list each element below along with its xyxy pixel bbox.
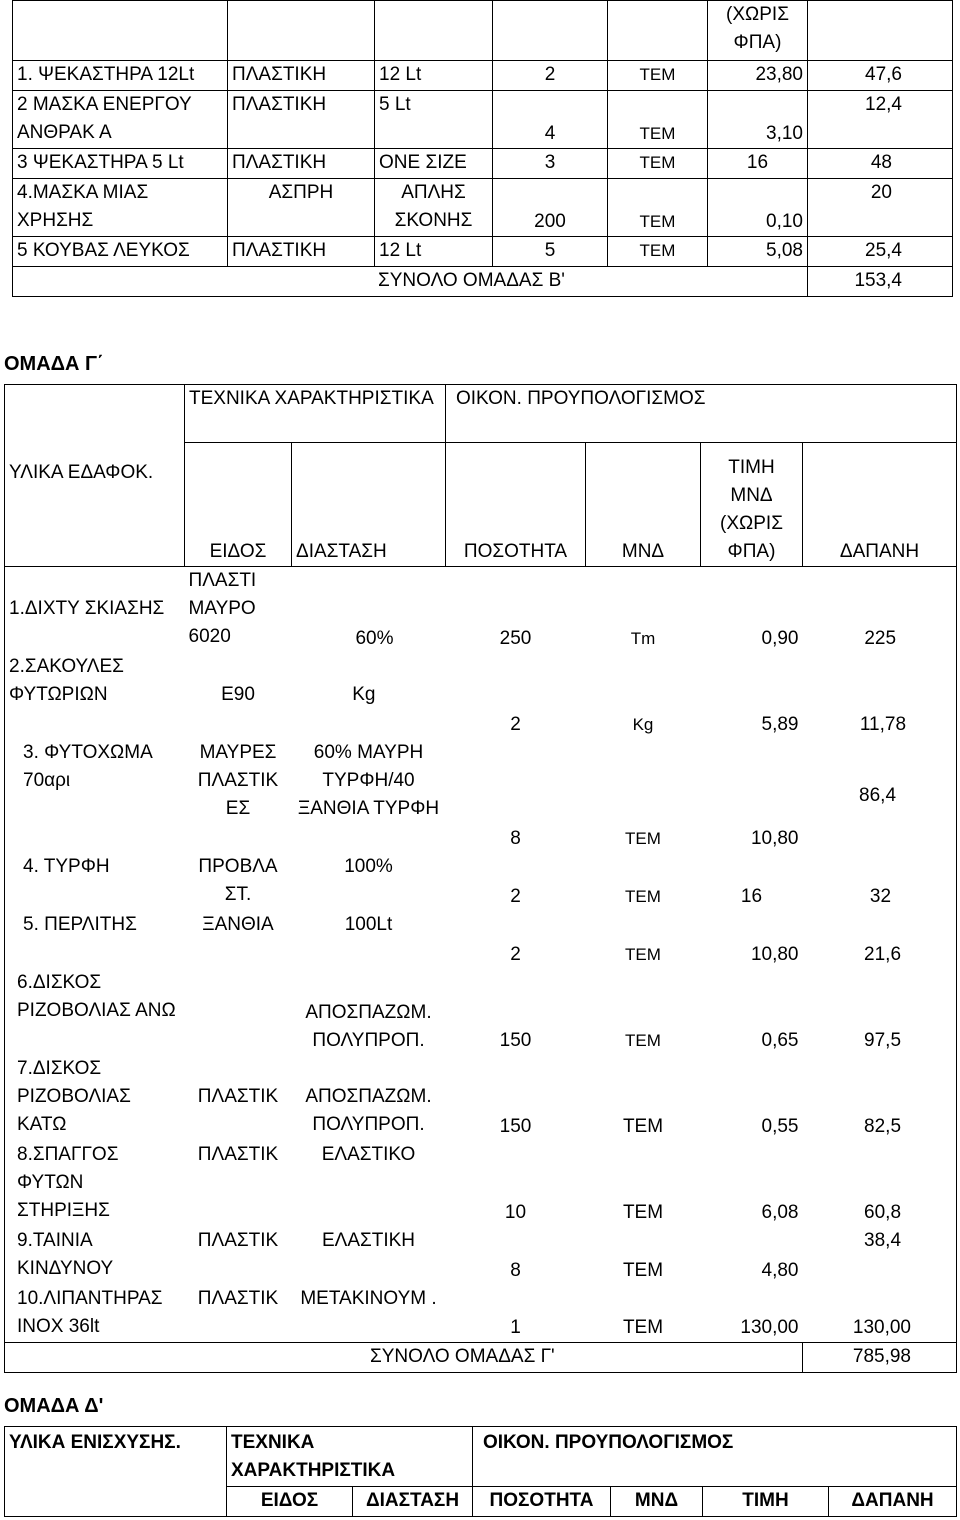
quantity-header: ΠΟΣΟΤΗΤΑ bbox=[473, 1487, 611, 1517]
group-b-total-value: 153,4 bbox=[808, 267, 953, 297]
type-header: ΕΙΔΟΣ bbox=[227, 1487, 353, 1517]
table-row: 3 ΨΕΚΑΣΤΗΡΑ 5 Lt ΠΛΑΣΤΙΚΗ ΟΝΕ ΣΙΖΕ 3 ΤΕΜ 16 48 bbox=[13, 149, 953, 179]
price-header: (ΧΩΡΙΣ ΦΠΑ) bbox=[708, 1, 808, 61]
table-row: 5. ΠΕΡΛΙΤΗΣ ΞΑΝΘΙΑ 100Lt 2 ΤΕΜ 10,80 21,6 bbox=[5, 911, 957, 969]
table-row bbox=[5, 443, 957, 567]
table-row: 8.ΣΠΑΓΓΟΣ ΦΥΤΩΝ ΣΤΗΡΙΞΗΣ ΠΛΑΣΤΙΚ ΕΛΑΣΤΙΚΟ 10 ΤΕΜ 6,08 60,8 bbox=[5, 1141, 957, 1227]
group-b-table bbox=[12, 0, 953, 297]
dimension-header: ΔΙΑΣΤΑΣΗ bbox=[353, 1487, 473, 1517]
group-c-total-row bbox=[5, 1343, 957, 1373]
table-row: 4.ΜΑΣΚΑ ΜΙΑΣ ΧΡΗΣΗΣ ΑΣΠΡΗ ΑΠΛΗΣ ΣΚΟΝΗΣ 200 ΤΕΜ 0,10 20 bbox=[13, 179, 953, 237]
tech-characteristics-header: ΤΕΧΝΙΚΑ ΧΑΡΑΚΤΗΡΙΣΤΙΚΑ bbox=[185, 385, 446, 443]
type-header: ΕΙΔΟΣ bbox=[185, 443, 292, 567]
table-row: 6.ΔΙΣΚΟΣ ΡΙΖΟΒΟΛΙΑΣ ΑΝΩ ΑΠΟΣΠΑΖΩΜ. ΠΟΛΥΠΡΟΠ. 150 ΤΕΜ 0,65 97,5 bbox=[5, 969, 957, 1055]
table-row: 2 ΜΑΣΚΑ ΕΝΕΡΓΟΥ ΑΝΘΡΑΚ Α ΠΛΑΣΤΙΚΗ 5 Lt 4 ΤΕΜ 3,10 12,4 bbox=[13, 91, 953, 149]
materials-header: ΥΛΙΚΑ ΕΝΙΣΧΥΣΗΣ. bbox=[5, 1427, 227, 1487]
budget-header: ΟΙΚΟΝ. ΠΡΟΥΠΟΛΟΓΙΣΜΟΣ bbox=[446, 385, 957, 443]
quantity-header: ΠΟΣΟΤΗΤΑ bbox=[446, 443, 586, 567]
table-row: 3. ΦΥΤΟΧΩΜΑ 70αρι ΜΑΥΡΕΣ ΠΛΑΣΤΙΚ ΕΣ 60% ΜΑΥΡΗ ΤΥΡΦΗ/40 ΞΑΝΘΙΑ ΤΥΡΦΗ 8 ΤΕΜ 10,80 86,4 bbox=[5, 739, 957, 853]
materials-header: ΥΛΙΚΑ ΕΔΑΦΟΚ. bbox=[5, 443, 185, 567]
group-c-total-label: ΣΥΝΟΛΟ ΟΜΑΔΑΣ Γ' bbox=[5, 1343, 803, 1373]
table-row: 7.ΔΙΣΚΟΣ ΡΙΖΟΒΟΛΙΑΣ ΚΑΤΩ ΠΛΑΣΤΙΚ ΑΠΟΣΠΑΖΩΜ. ΠΟΛΥΠΡΟΠ. 150 ΤΕΜ 0,55 82,5 bbox=[5, 1055, 957, 1141]
cost-header: ΔΑΠΑΝΗ bbox=[803, 443, 957, 567]
table-row bbox=[5, 385, 957, 443]
group-b-total-label: ΣΥΝΟΛΟ ΟΜΑΔΑΣ Β' bbox=[13, 267, 808, 297]
group-d-table bbox=[4, 1426, 957, 1517]
dimension-header: ΔΙΑΣΤΑΣΗ bbox=[292, 443, 446, 567]
unit-header: ΜΝΔ bbox=[586, 443, 701, 567]
table-row: 2.ΣΑΚΟΥΛΕΣ ΦΥΤΩΡΙΩΝ Ε90 Kg 2 Kg 5,89 11,78 bbox=[5, 653, 957, 739]
table-row bbox=[5, 1487, 957, 1517]
table-row: 5 ΚΟΥΒΑΣ ΛΕΥΚΟΣ ΠΛΑΣΤΙΚΗ 12 Lt 5 ΤΕΜ 5,08 25,4 bbox=[13, 237, 953, 267]
unit-header: ΜΝΔ bbox=[611, 1487, 703, 1517]
table-row: 10.ΛΙΠΑΝΤΗΡΑΣ INOX 36lt ΠΛΑΣΤΙΚ ΜΕΤΑΚΙΝΟΥΜ . 1 ΤΕΜ 130,00 130,00 bbox=[5, 1285, 957, 1343]
table-row: 1. ΨΕΚΑΣΤΗΡΑ 12Lt ΠΛΑΣΤΙΚΗ 12 Lt 2 ΤΕΜ 23,80 47,6 bbox=[13, 61, 953, 91]
cost-header: ΔΑΠΑΝΗ bbox=[829, 1487, 957, 1517]
group-c-title: ΟΜΑΔΑ Γ΄ bbox=[4, 353, 104, 375]
group-d-title: ΟΜΑΔΑ Δ' bbox=[4, 1395, 104, 1417]
budget-header: ΟΙΚΟΝ. ΠΡΟΥΠΟΛΟΓΙΣΜΟΣ bbox=[473, 1427, 957, 1487]
group-b-total-row bbox=[13, 267, 953, 297]
group-c-table bbox=[4, 384, 957, 1373]
table-row: 4. ΤΥΡΦΗ ΠΡΟΒΛΑ ΣΤ. 100% 2 ΤΕΜ 16 32 bbox=[5, 853, 957, 911]
table-row bbox=[13, 1, 953, 61]
group-c-total-value: 785,98 bbox=[803, 1343, 957, 1373]
unit-price-header: ΤΙΜΗ bbox=[703, 1487, 829, 1517]
unit-price-header: ΤΙΜΗ ΜΝΔ (ΧΩΡΙΣ ΦΠΑ) bbox=[701, 443, 803, 567]
tech-characteristics-header: ΤΕΧΝΙΚΑ ΧΑΡΑΚΤΗΡΙΣΤΙΚΑ bbox=[227, 1427, 473, 1487]
table-row: 9.ΤΑΙΝΙΑ ΚΙΝΔΥΝΟΥ ΠΛΑΣΤΙΚ ΕΛΑΣΤΙΚΗ 8 ΤΕΜ 4,80 38,4 bbox=[5, 1227, 957, 1285]
table-row bbox=[5, 1427, 957, 1487]
table-row: 1.ΔΙΧΤΥ ΣΚΙΑΣΗΣ ΠΛΑΣΤΙ ΜΑΥΡΟ 6020 60% 250 Tm 0,90 225 bbox=[5, 567, 957, 653]
